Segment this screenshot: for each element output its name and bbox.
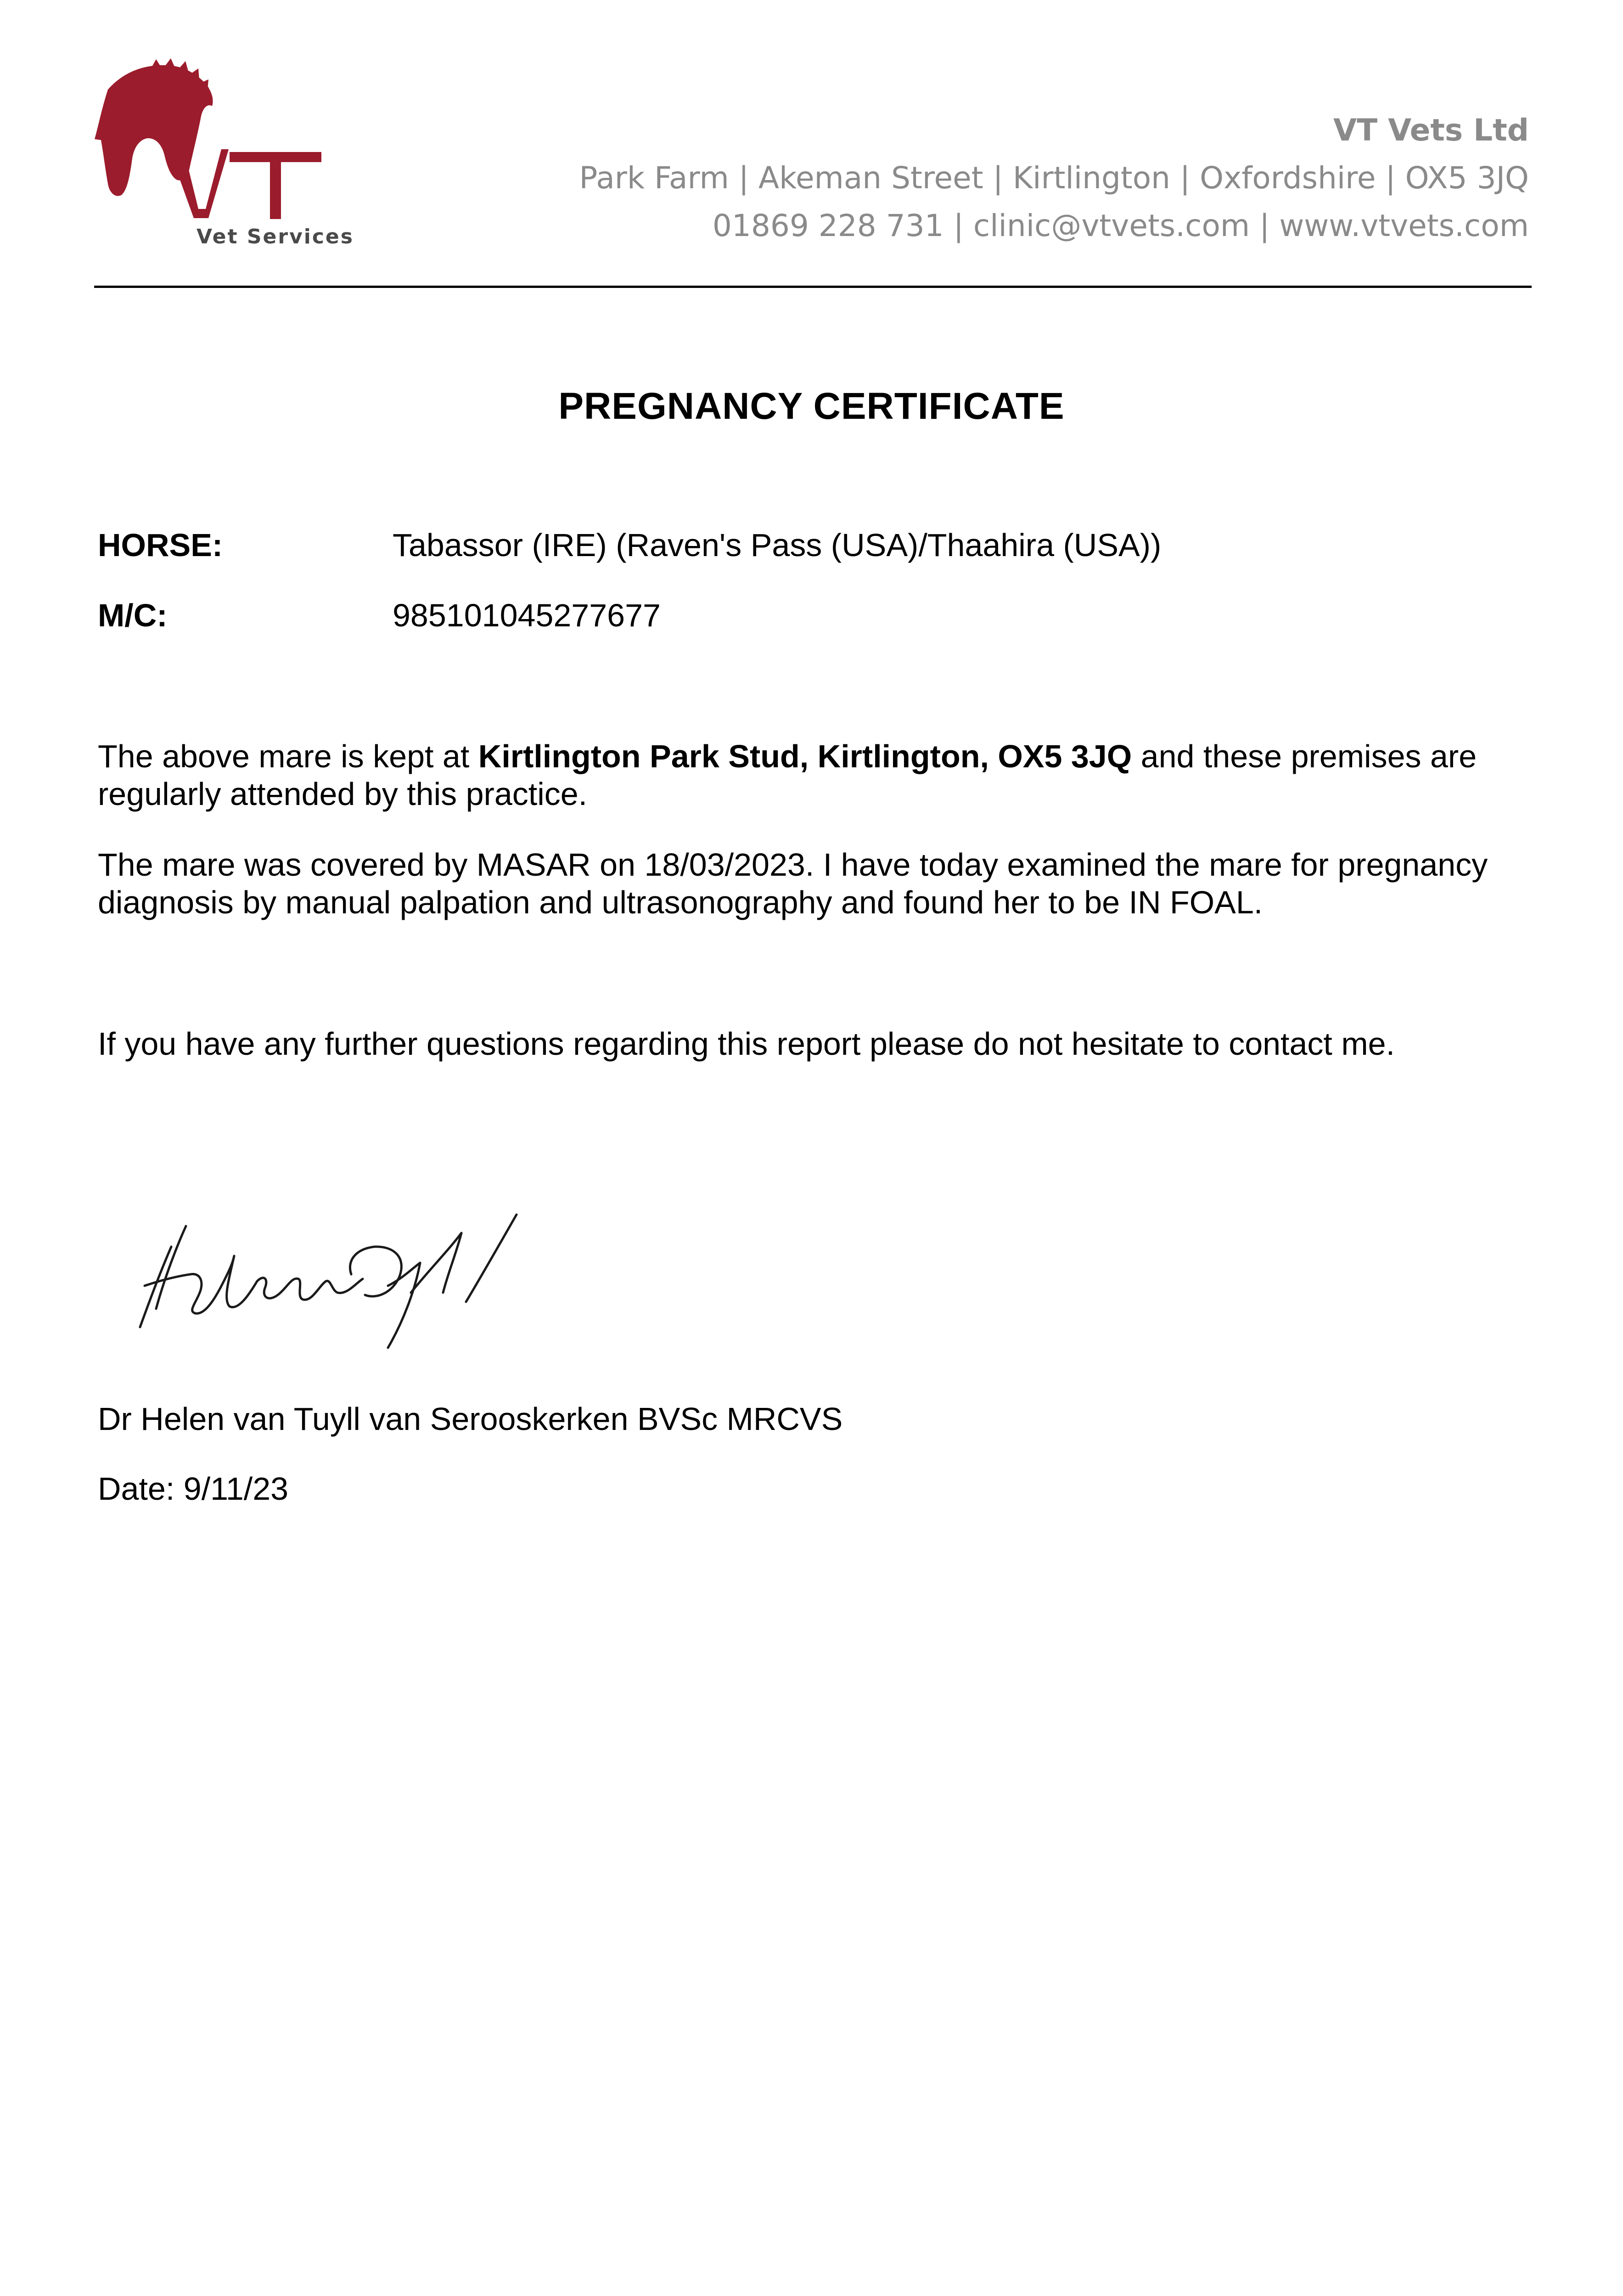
logo-v-letter <box>169 149 229 218</box>
company-name: VT Vets Ltd <box>1333 113 1529 148</box>
company-info <box>579 107 1529 250</box>
signatory-name: Dr Helen van Tuyll van Serooskerken BVSc MRCVS <box>98 1401 843 1437</box>
premises-location: Kirtlington Park Stud, Kirtlington, OX5 3JQ <box>478 738 1132 774</box>
examination-paragraph: The mare was covered by MASAR on 18/03/2023. I have today examined the mare for pregnancy diagnosis by manual palpation and ultrasonography and found her to be IN FOAL. <box>98 847 1488 920</box>
microchip-label: M/C: <box>98 597 168 633</box>
premises-text-end: and these premises are regularly attended by this practice. <box>98 738 1477 812</box>
logo-subtext: Vet Services <box>197 225 354 246</box>
certificate-date: Date: 9/11/23 <box>98 1471 289 1507</box>
horse-head-icon <box>95 65 213 196</box>
microchip-value: 985101045277677 <box>393 597 661 633</box>
horse-value: Tabassor (IRE) (Raven's Pass (USA)/Thaahira (USA)) <box>393 527 1162 563</box>
contact-paragraph: If you have any further questions regarding this report please do not hesitate to contact me. <box>98 1026 1395 1062</box>
header-divider <box>94 286 1532 288</box>
premises-text-start: The above mare is kept at <box>98 738 478 774</box>
vt-logo <box>92 57 358 246</box>
horse-label: HORSE: <box>98 527 223 563</box>
document-title: PREGNANCY CERTIFICATE <box>558 385 1065 427</box>
company-address: Park Farm | Akeman Street | Kirtlington | Oxfordshire | OX5 3JQ <box>579 160 1529 196</box>
handwritten-signature <box>131 1201 549 1355</box>
premises-paragraph <box>98 737 1533 813</box>
company-contact: 01869 228 731 | clinic@vtvets.com | www.vtvets.com <box>712 208 1529 243</box>
